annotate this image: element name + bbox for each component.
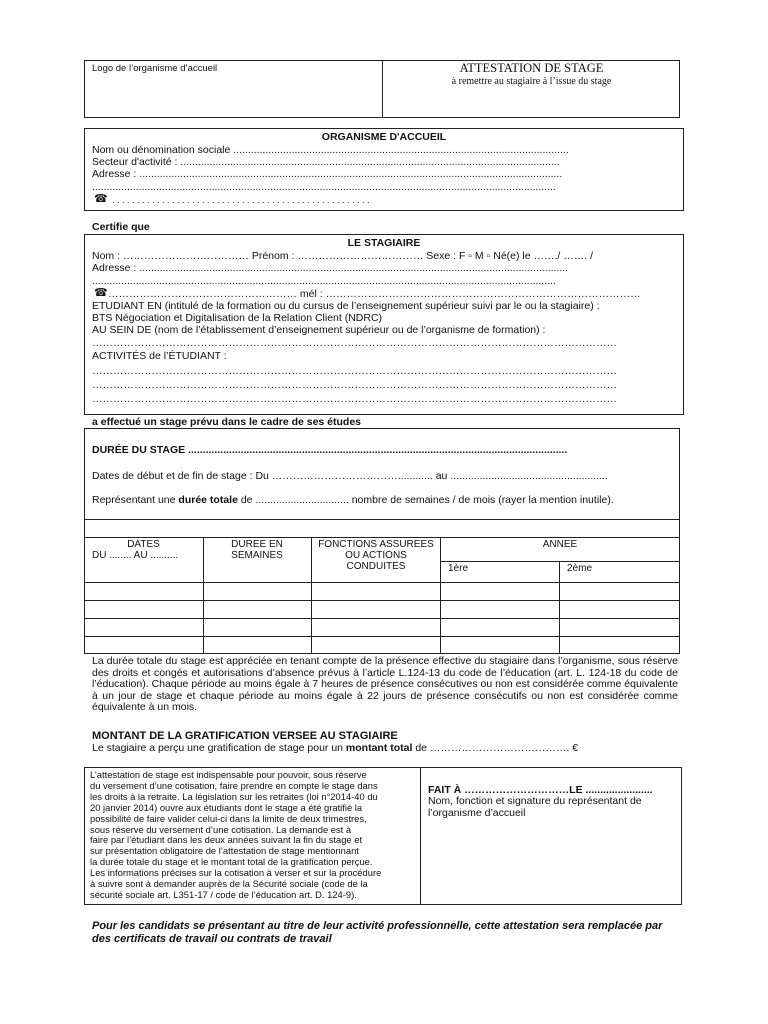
organisme-phone-line[interactable]: . . . . . . . . . . . . . . . . . . . . . . . . . . . . . . . . . . . . . . . . . . . . . . . . . . . . <box>112 195 370 205</box>
note-line: sur présentation obligatoire de l’attestation de stage mentionnant <box>90 845 359 857</box>
organisme-heading: ORGANISME D'ACCUEIL <box>321 131 447 143</box>
table-row-rule <box>84 618 680 619</box>
note-line: L’attestation de stage est indispensable pour pouvoir, sous réserve <box>90 769 367 780</box>
table-row-rule <box>84 582 680 583</box>
organisme-address-line[interactable]: Adresse : ................................................................................................................................................. <box>92 168 563 180</box>
col-fonctions: FONCTIONS ASSUREES OU ACTIONS CONDUITES <box>318 539 434 572</box>
attestation-note <box>90 770 418 901</box>
stagiaire-address-line[interactable]: Adresse : ................................................................................................................................................... <box>92 262 569 274</box>
table-row-rule <box>84 600 680 601</box>
col-duree: DUREE EN SEMAINES <box>231 539 283 561</box>
stagiaire-activites-label: ACTIVITÉS de l’ÉTUDIANT : <box>92 350 227 362</box>
stage-intro: a effectué un stage prévu dans le cadre de ses études <box>92 416 362 428</box>
stagiaire-formation-value[interactable]: BTS Négociation et Digitalisation de la Relation Client (NDRC) <box>92 312 383 324</box>
logo-label: Logo de l’organisme d’accueil <box>92 63 218 74</box>
activity-line[interactable]: …………………………………………………………………………………………………………………………………… <box>92 365 617 377</box>
table-col-rule <box>311 537 312 654</box>
note-line: à suivre sont à demander auprès de la Sécurité sociale (code de la <box>90 878 368 890</box>
activity-line[interactable]: …………………………………………………………………………………………………………………………………… <box>92 393 617 405</box>
stagiaire-address-line-2[interactable]: ............................................................................................................................................................... <box>92 275 556 287</box>
gratification-heading: MONTANT DE LA GRATIFICATION VERSEE AU STAGIAIRE <box>92 730 398 742</box>
note-line: 20 janvier 2014) ouvre aux étudiants dont le stage a été gratifié la <box>90 801 363 813</box>
activity-line[interactable]: …………………………………………………………………………………………………………………………………… <box>92 379 617 391</box>
note-line: Les informations précises sur la cotisation à verser et sur la procédure <box>90 867 382 879</box>
stagiaire-etablissement-line[interactable]: …………………………………………………………………………………………………………………………………… <box>92 337 617 349</box>
stagiaire-heading: LE STAGIAIRE <box>347 237 421 249</box>
col-du-au: DU ........ AU .......... <box>92 550 179 561</box>
document-title: ATTESTATION DE STAGE <box>459 61 604 75</box>
duree-heading: DURÉE DU STAGE .................................................................................................................................. <box>92 444 568 456</box>
telephone-icon: ☎ <box>94 287 108 299</box>
duree-explanation: La durée totale du stage est appréciée en tenant compte de la présence effective du stagiaire dans l’organisme, sous réserve des droits et congés et autorisations d’absence prévus à l’article L.124-13 du code de l’éducation (art. L. 124-18 du code de l’éducation). Chaque période au moins égale à 7 heures de présence consécutives ou non est considérée comme équivalente à un jour de stage et chaque période au moins égale à 22 jours de présence consécutifs ou non est considérée comme équivalente à un mois. <box>92 655 678 714</box>
col-dates: DATES <box>127 539 160 550</box>
organisme-sector-line[interactable]: Secteur d'activité : .................................................................................................................................. <box>92 156 560 168</box>
stagiaire-formation-label: ETUDIANT EN (intitulé de la formation ou du cursus de l’enseignement supérieur suivi par le ou la stagiaire) : <box>92 300 600 312</box>
note-line: sécurité sociale art. L351-17 / code de l’éducation art. D. 124-9). <box>90 888 357 900</box>
note-line: possibilité de faire valider celui-ci dans la limite de deux trimestres, <box>90 812 367 824</box>
gratification-line[interactable]: Le stagiaire a perçu une gratification de stage pour un montant total de …………………………………. € <box>92 742 579 754</box>
note-line: faire par l’étudiant dans les deux années suivant la fin du stage et <box>90 834 363 846</box>
footer-note: Pour les candidats se présentant au titre de leur activité professionnelle, cette attestation sera remplacée par des certificats de travail ou contrats de travail <box>92 920 663 945</box>
duree-dates-line[interactable]: Dates de début et de fin de stage : Du ………………………………............ au ...................................................... <box>92 470 608 482</box>
document-subtitle: à remettre au stagiaire à l’issue du stage <box>451 76 612 87</box>
table-col-rule <box>203 537 204 654</box>
organisme-address-line-2[interactable]: ............................................................................................................................................................... <box>92 181 556 193</box>
stagiaire-name-line[interactable]: Nom : ……………………………… Prénom : ……………………………… Sexe : F ▫ M ▫ Né(e) le ……./ ……. / <box>92 250 593 262</box>
note-line: sous réserve du versement d’une cotisation. La demande est à <box>90 823 352 835</box>
table-row-rule <box>84 636 680 637</box>
duree-total-line[interactable]: Représentant une durée totale de ................................ nombre de semaines / de mois (rayer la mention inutile). <box>92 494 614 506</box>
fait-a-line[interactable]: FAIT À …………………………LE ....................... <box>428 784 653 796</box>
stagiaire-etablissement-label: AU SEIN DE (nom de l’établissement d’enseignement supérieur ou de l’organisme de formation) : <box>92 324 546 336</box>
organisme-name-line[interactable]: Nom ou dénomination sociale ................................................................................................................... <box>92 144 569 156</box>
col-annee: ANNEE <box>542 539 578 550</box>
note-line: les droits à la retraite. La législation sur les retraites (loi n°2014-40 du <box>90 790 378 802</box>
table-col-rule <box>440 537 441 654</box>
certifie-que: Certifie que <box>92 221 150 233</box>
table-col-rule <box>559 561 560 654</box>
note-line: du versement d’une cotisation, faire prendre en compte le stage dans <box>90 779 378 791</box>
telephone-icon: ☎ <box>94 193 108 205</box>
stagiaire-phone-mail-line[interactable]: ……………………………………………… mél : ……………………………………………………………………………… <box>108 288 641 300</box>
col-1ere: 1ère <box>448 563 469 574</box>
bottom-divider <box>420 767 421 905</box>
table-subheader-rule <box>440 561 680 562</box>
table-header-rule <box>84 537 680 538</box>
table-top-rule <box>84 519 680 520</box>
note-line: la durée totale du stage et le montant total de la gratification perçue. <box>90 856 373 868</box>
signature-label: Nom, fonction et signature du représentant de l’organisme d’accueil <box>428 795 642 819</box>
col-2eme: 2ème <box>567 563 593 574</box>
